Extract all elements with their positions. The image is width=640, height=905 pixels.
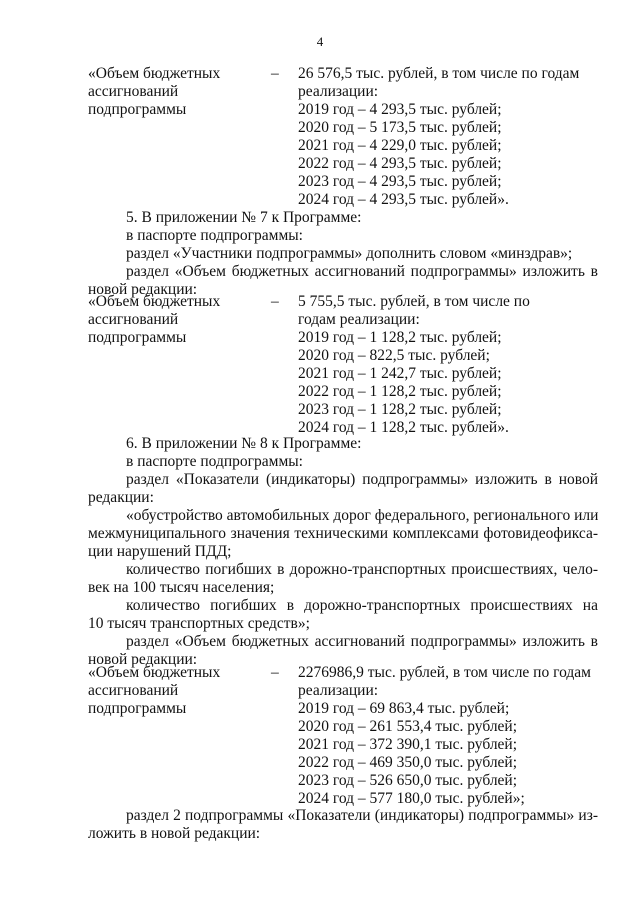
label-line: ассигнований [88, 83, 179, 100]
indicator-item: век на 100 тысяч населения; [88, 579, 275, 596]
paragraph: раздел «Объем бюджетных ассигнований подпрограммы» изложить в [126, 633, 598, 650]
value-line: 26 576,5 тыс. рублей, в том числе по годам [298, 65, 580, 82]
indicator-item: межмуниципального значения техническими комплексами фотовидеофикса- [88, 525, 598, 542]
budget-values [298, 65, 598, 209]
value-line: 2019 год – 1 128,2 тыс. рублей; [298, 329, 502, 346]
label-line: «Объем бюджетных [88, 293, 221, 310]
paragraph: в паспорте подпрограммы: [126, 453, 303, 470]
value-line: 2019 год – 4 293,5 тыс. рублей; [298, 101, 502, 118]
value-line: 2022 год – 4 293,5 тыс. рублей; [298, 155, 502, 172]
indicator-item: количество погибших в дорожно-транспортных происшествиях на [126, 597, 598, 614]
paragraph: раздел «Участники подпрограммы» дополнить словом «минздрав»; [126, 245, 573, 262]
budget-label [88, 65, 268, 119]
paragraph: раздел 2 подпрограммы «Показатели (индикаторы) подпрограммы» из- [126, 807, 598, 824]
value-line: 2021 год – 1 242,7 тыс. рублей; [298, 365, 502, 382]
dash: – [271, 65, 279, 82]
value-line: 2021 год – 372 390,1 тыс. рублей; [298, 736, 518, 753]
value-line: реализации: [298, 682, 379, 699]
value-line: 2021 год – 4 229,0 тыс. рублей; [298, 137, 502, 154]
label-line: подпрограммы [88, 700, 187, 717]
value-line: 2023 год – 526 650,0 тыс. рублей; [298, 772, 518, 789]
section-5-heading: 5. В приложении № 7 к Программе: [126, 209, 362, 226]
dash: – [271, 293, 279, 310]
value-line: 2020 год – 5 173,5 тыс. рублей; [298, 119, 502, 136]
value-line: реализации: [298, 83, 379, 100]
value-line: 2024 год – 1 128,2 тыс. рублей». [298, 419, 509, 436]
value-line: 2276986,9 тыс. рублей, в том числе по годам [298, 664, 591, 681]
indicator-item: количество погибших в дорожно-транспортных происшествиях, чело- [126, 561, 598, 578]
paragraph: ложить в новой редакции: [88, 825, 261, 842]
value-line: 2024 год – 577 180,0 тыс. рублей»; [298, 790, 525, 807]
dash: – [271, 664, 279, 681]
budget-label [88, 293, 268, 347]
paragraph: редакции: [88, 489, 154, 506]
value-line: 2022 год – 1 128,2 тыс. рублей; [298, 383, 502, 400]
value-line: 2019 год – 69 863,4 тыс. рублей; [298, 700, 510, 717]
budget-label [88, 664, 268, 718]
budget-values [298, 293, 598, 437]
label-line: «Объем бюджетных [88, 664, 221, 681]
paragraph: раздел «Показатели (индикаторы) подпрограммы» изложить в новой [126, 471, 598, 488]
label-line: «Объем бюджетных [88, 65, 221, 82]
value-line: 2020 год – 261 553,4 тыс. рублей; [298, 718, 518, 735]
value-line: 2023 год – 4 293,5 тыс. рублей; [298, 173, 502, 190]
value-line: 2020 год – 822,5 тыс. рублей; [298, 347, 490, 364]
indicator-item: ции нарушений ПДД; [88, 543, 232, 560]
value-line: 2022 год – 469 350,0 тыс. рублей; [298, 754, 518, 771]
value-line: 2023 год – 1 128,2 тыс. рублей; [298, 401, 502, 418]
indicator-item: «обустройство автомобильных дорог федерального, регионального или [126, 507, 599, 524]
label-line: подпрограммы [88, 101, 187, 118]
indicator-item: 10 тысяч транспортных средств»; [88, 615, 310, 632]
budget-values [298, 664, 598, 808]
label-line: ассигнований [88, 682, 179, 699]
value-line: 5 755,5 тыс. рублей, в том числе по [298, 293, 530, 310]
value-line: 2024 год – 4 293,5 тыс. рублей». [298, 191, 509, 208]
section-6-heading: 6. В приложении № 8 к Программе: [126, 435, 362, 452]
value-line: годам реализации: [298, 311, 420, 328]
page-number: 4 [316, 34, 324, 49]
paragraph: в паспорте подпрограммы: [126, 227, 303, 244]
paragraph: раздел «Объем бюджетных ассигнований подпрограммы» изложить в [126, 263, 598, 280]
paragraph: новой редакции: [88, 281, 198, 298]
label-line: ассигнований [88, 311, 179, 328]
label-line: подпрограммы [88, 329, 187, 346]
paragraph: новой редакции: [88, 651, 198, 668]
